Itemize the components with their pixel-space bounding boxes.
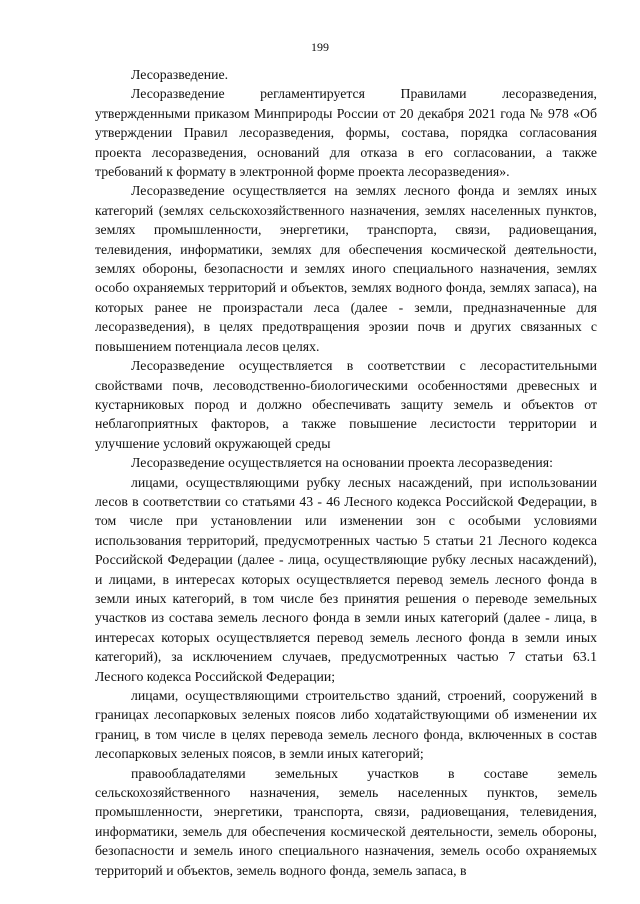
paragraph: Лесоразведение осуществляется в соответствии с лесорастительными свойствами почв, лесоводственно-биологическими особенностями древесных и кустарниковых пород и должно обеспечивать защиту земель и объектов от неблагоприятных факторов, а также повышение лесистости территории и улучшение условий окружающей среды	[95, 358, 597, 451]
paragraph: Лесоразведение осуществляется на землях лесного фонда и землях иных категорий (землях сельскохозяйственного назначения, землях населенных пунктов, землях промышленности, энергетики, транспорта, связи, радиовещания, телевидения, информатики, землях для обеспечения космической деятельности, землях обороны, безопасности и землях иного специального назначения, землях особо охраняемых территорий и объектов, землях водного фонда, землях запаса), на которых ранее не произрастали леса (далее - земли, предназначенные для лесоразведения), в целях предотвращения эрозии почв и других связанных с повышением потенциала лесов целях.	[95, 183, 597, 354]
list-item-paragraph: правообладателями земельных участков в составе земель сельскохозяйственного назначения, земель населенных пунктов, земель промышленности, энергетики, транспорта, связи, радиовещания, телевидения, информатики, земель для обеспечения космической деятельности, земель обороны, безопасности и земель иного специального назначения, земель особо охраняемых территорий и объектов, земель водного фонда, земель запаса, в	[95, 765, 597, 878]
page-number: 199	[311, 40, 329, 54]
list-item-paragraph: лицами, осуществляющими рубку лесных насаждений, при использовании лесов в соответствии со статьями 43 - 46 Лесного кодекса Российской Федерации, в том числе при установлении или изменении зон с особыми условиями использования территорий, предусмотренных частью 5 статьи 21 Лесного кодекса Российской Федерации (далее - лица, осуществляющие рубку лесных насаждений), и лицами, в интересах которых осуществляется перевод земель лесного фонда в земли иных категорий, в том числе без принятия решения о переводе земельных участков из состава земель лесного фонда в земли иных категорий (далее - лица, в интересах которых осуществляется перевод земель лесного фонда в земли иных категорий), за исключением случаев, предусмотренных частью 7 статьи 63.1 Лесного кодекса Российской Федерации;	[95, 474, 597, 684]
body-text	[95, 65, 597, 880]
paragraph: Лесоразведение осуществляется на основании проекта лесоразведения:	[131, 455, 553, 471]
list-item-paragraph: лицами, осуществляющими строительство зданий, строений, сооружений в границах лесопарковых зеленых поясов либо ходатайствующими об изменении их границ, в том числе в целях перевода земель лесного фонда, включенных в состав лесопарковых зеленых поясов, в земли иных категорий;	[95, 688, 597, 762]
paragraph-heading: Лесоразведение.	[131, 67, 229, 82]
paragraph: Лесоразведение регламентируется Правилами лесоразведения, утвержденными приказом Минприроды России от 20 декабря 2021 года № 978 «Об утверждении Правил лесоразведения, формы, состава, порядка согласования проекта лесоразведения, оснований для отказа в его согласовании, а также требований к формату в электронной форме проекта лесоразведения».	[95, 86, 597, 180]
